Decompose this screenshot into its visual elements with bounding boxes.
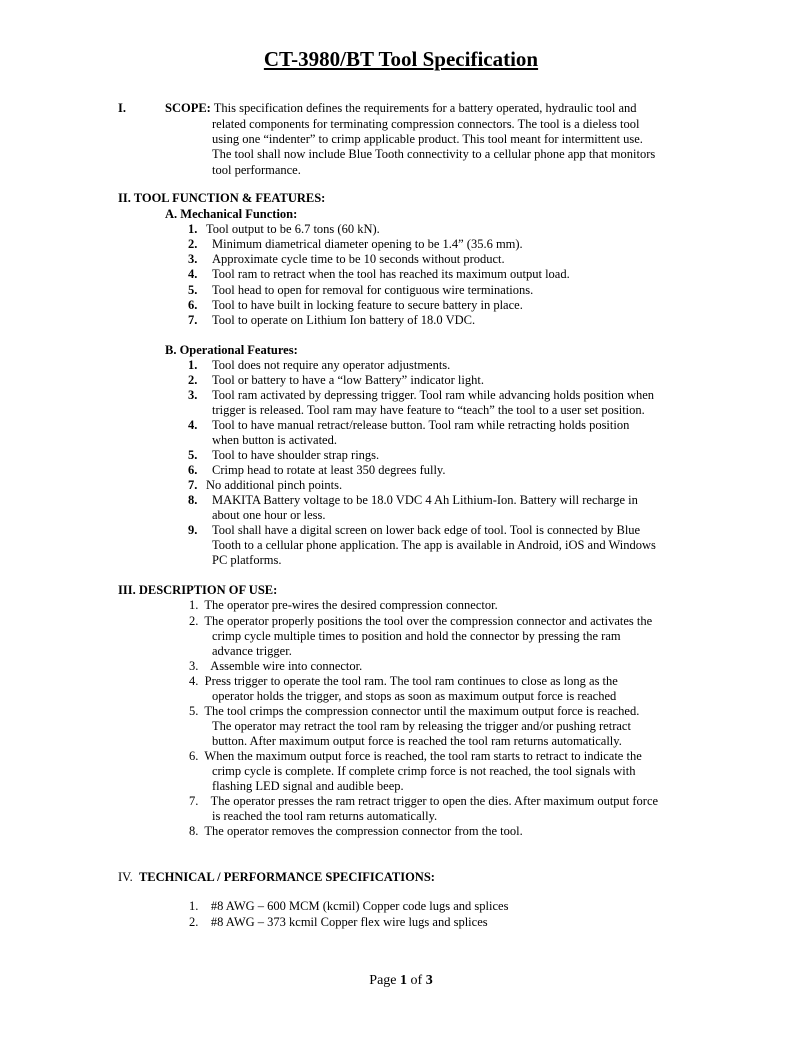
list-item: 5. The tool crimps the compression connector until the maximum output force is reached. [189, 704, 640, 718]
scope-label: SCOPE: [165, 101, 211, 115]
section-2a-heading: A. Mechanical Function: [165, 207, 298, 221]
section-4-heading [118, 870, 435, 885]
scope-numeral: I. [118, 101, 126, 115]
list-item-continuation: crimp cycle is complete. If complete crimp force is not reached, the tool signals with [212, 764, 636, 778]
list-item: 7. The operator presses the ram retract trigger to open the dies. After maximum output force [189, 794, 659, 808]
list-item-continuation: advance trigger. [212, 644, 292, 658]
list-item: 2. Tool or battery to have a “low Battery” indicator light. [188, 373, 484, 387]
scope-line-3: using one “indenter” to crimp applicable product. This tool meant for intermittent use. [212, 132, 643, 146]
list-item-continuation: crimp cycle multiple times to position and hold the connector by pressing the ram [212, 629, 621, 643]
list-item-continuation: trigger is released. Tool ram may have feature to “teach” the tool to a user set position. [212, 403, 645, 417]
list-item: 4. Tool to have manual retract/release button. Tool ram while retracting holds position [188, 418, 630, 432]
section-4-title: TECHNICAL / PERFORMANCE SPECIFICATIONS: [138, 870, 435, 884]
list-item: 8. MAKITA Battery voltage to be 18.0 VDC 4 Ah Lithium-Ion. Battery will recharge in [188, 493, 638, 507]
page-of: of [407, 973, 426, 988]
scope-line-2: related components for terminating compression connectors. The tool is a dieless tool [212, 116, 640, 131]
list-item-continuation: The operator may retract the tool ram by releasing the trigger and/or pushing retract [212, 719, 631, 733]
list-item: 1. Tool output to be 6.7 tons (60 kN). [188, 222, 380, 236]
list-item-continuation: button. After maximum output force is reached the tool ram returns automatically. [212, 734, 622, 748]
page-title: CT-3980/BT Tool Specification [263, 47, 539, 71]
list-item: 6. When the maximum output force is reached, the tool ram starts to retract to indicate the [189, 749, 642, 763]
list-item: 3. Assemble wire into connector. [189, 659, 363, 673]
scope-line-1 [165, 101, 637, 116]
list-item: 5. Tool head to open for removal for contiguous wire terminations. [188, 283, 534, 297]
list-item-continuation: when button is activated. [212, 433, 337, 447]
list-item: 1. The operator pre-wires the desired compression connector. [189, 598, 498, 612]
list-item-continuation: PC platforms. [212, 553, 282, 567]
list-item-continuation: Tooth to a cellular phone application. The app is available in Android, iOS and Windows [212, 538, 656, 552]
list-item-continuation: flashing LED signal and audible beep. [212, 779, 404, 793]
scope-line-5: tool performance. [212, 162, 301, 177]
section-3-heading: III. DESCRIPTION OF USE: [118, 583, 278, 597]
list-item: 8. The operator removes the compression connector from the tool. [189, 824, 523, 838]
list-item: 3. Approximate cycle time to be 10 seconds without product. [188, 252, 505, 266]
section-2-heading: II. TOOL FUNCTION & FEATURES: [118, 191, 326, 205]
scope-text-1: This specification defines the requirements for a battery operated, hydraulic tool and [213, 101, 637, 115]
list-item: 1. Tool does not require any operator adjustments. [188, 358, 451, 372]
list-item: 7. No additional pinch points. [188, 478, 343, 492]
list-item: 3. Tool ram activated by depressing trigger. Tool ram while advancing holds position when [188, 388, 655, 402]
list-item: 9. Tool shall have a digital screen on lower back edge of tool. Tool is connected by Blue [188, 523, 641, 537]
list-item: 5. Tool to have shoulder strap rings. [188, 448, 380, 462]
list-item: 4. Press trigger to operate the tool ram. The tool ram continues to close as long as the [189, 674, 618, 688]
list-item: 7. Tool to operate on Lithium Ion battery of 18.0 VDC. [188, 313, 476, 327]
section-4-numeral: IV. [118, 870, 133, 884]
list-item: 4. Tool ram to retract when the tool has reached its maximum output load. [188, 267, 570, 281]
list-item-continuation: about one hour or less. [212, 508, 326, 522]
list-item: 1. #8 AWG – 600 MCM (kcmil) Copper code lugs and splices [189, 899, 509, 913]
list-item: 2. #8 AWG – 373 kcmil Copper flex wire lugs and splices [189, 915, 488, 929]
page-current: 1 [400, 973, 408, 988]
list-item: 2. Minimum diametrical diameter opening to be 1.4” (35.6 mm). [188, 237, 523, 251]
page-prefix: Page [369, 973, 401, 988]
section-2b-heading: B. Operational Features: [165, 343, 298, 357]
list-item: 6. Crimp head to rotate at least 350 degrees fully. [188, 463, 446, 477]
list-item: 6. Tool to have built in locking feature to secure battery in place. [188, 298, 523, 312]
page-total: 3 [425, 973, 433, 988]
list-item-continuation: operator holds the trigger, and stops as soon as maximum output force is reached [212, 689, 617, 703]
list-item: 2. The operator properly positions the tool over the compression connector and activates the [189, 614, 653, 628]
scope-line-4: The tool shall now include Blue Tooth connectivity to a cellular phone app that monitors [212, 147, 656, 161]
page-footer [0, 973, 802, 989]
list-item-continuation: is reached the tool ram returns automatically. [212, 809, 438, 823]
